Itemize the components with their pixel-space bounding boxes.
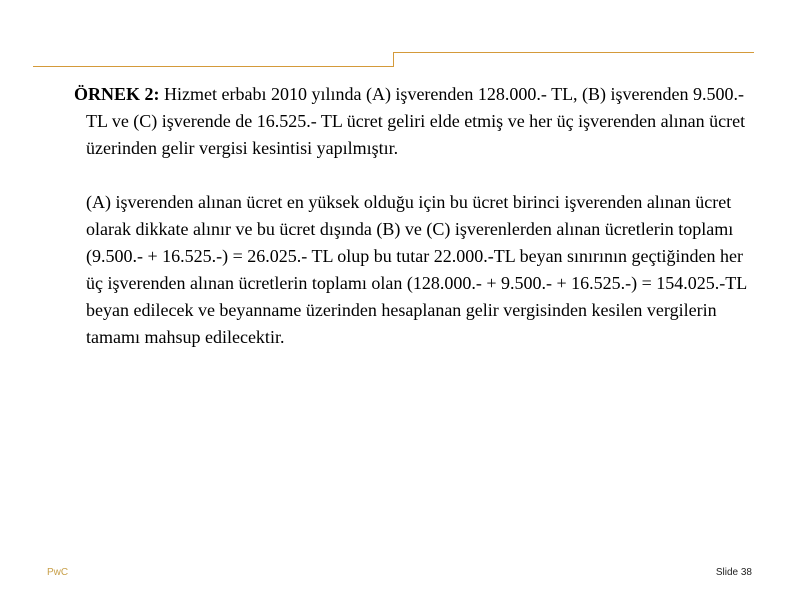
footer-brand: PwC [47, 567, 69, 578]
example-text: Hizmet erbabı 2010 yılında (A) işverenden 128.000.- TL, (B) işverenden 9.500.-TL ve (C) işverende de 16.525.- TL ücret geliri elde etmiş ve her üç işverenden alınan ücret üzerinden gelir vergisi kesintisi yapılmıştır. [86, 84, 746, 158]
example-paragraph [62, 81, 762, 162]
header-rule-step [393, 52, 394, 67]
slide-body [62, 81, 762, 351]
slide-number: Slide 38 [715, 567, 752, 578]
header-rule-left [33, 66, 394, 67]
example-label: ÖRNEK 2: [74, 84, 160, 104]
explanation-paragraph: (A) işverenden alınan ücret en yüksek olduğu için bu ücret birinci işverenden alınan ücret olarak dikkate alınır ve bu ücret dışında (B) ve (C) işverenlerden alınan ücretlerin toplamı (9.500.- + 16.525.-) = 26.025.- TL olup bu tutar 22.000.-TL beyan sınırının geçtiğinden her üç işverenden alınan ücretlerin toplamı olan (128.000.- + 9.500.- + 16.525.-) = 154.025.-TL beyan edilecek ve beyanname üzerinden hesaplanan gelir vergisinden kesilen vergilerin tamamı mahsup edilecektir. [86, 192, 747, 347]
header-rule-right [393, 52, 754, 53]
